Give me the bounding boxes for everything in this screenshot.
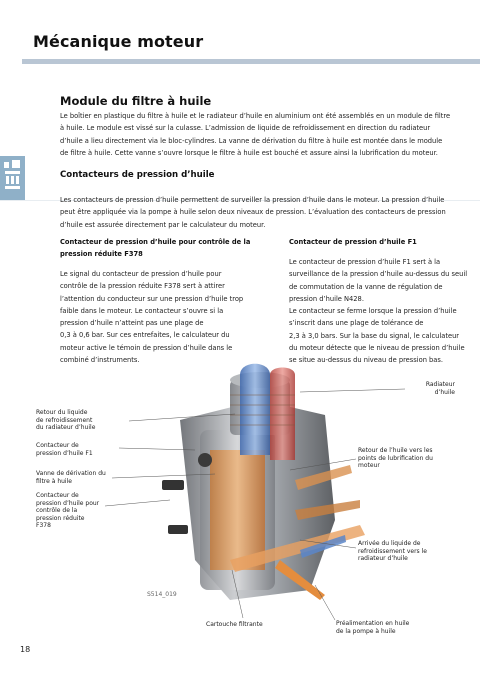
body-line: contrôle de la pression réduite F378 sert à attirer [60,282,225,291]
page-number: 18 [20,645,31,654]
body-line: 0,3 à 0,6 bar. Sur ces entrefaites, le calculateur du [60,331,230,340]
body-line: moteur active le témoin de pression d’huile dans le [60,343,233,352]
intro-line: à huile. Le module est vissé sur la culasse. L’admission de liquide de refroidissement en direction du radiateur [60,124,431,133]
label-line: Contacteur de [36,442,79,449]
right-column-heading: Contacteur de pression d’huile F1 [289,238,417,246]
label-line: Vanne de dérivation du [36,470,106,477]
body-line: Le contacteur de pression d’huile F1 sert à la [289,258,441,266]
heading-line: Contacteur de pression d’huile pour contrôle de la [60,238,251,246]
body-line: combiné d’instruments. [60,356,140,365]
body-line: de commutation de la vanne de régulation de [289,282,443,291]
body-line: pression d’huile N428. [289,294,364,303]
label-line: filtre à huile [36,477,72,485]
body-line: faible dans le moteur. Le contacteur s’ouvre si la [60,306,224,315]
label-retour-huile [358,447,468,470]
label-contacteur-f1 [36,442,136,457]
section-title: Module du filtre à huile [60,94,212,108]
intro-line: peut être appliquée via la pompe à huile selon deux niveaux de pression. L’évaluation des contacteurs de pression [60,208,446,217]
intro-line: d’huile a lieu directement via le bloc-cylindres. La vanne de dérivation du filtre à huile est montée dans le module [60,136,443,145]
body-line: l’attention du conducteur sur une pression d’huile trop [60,294,244,303]
label-arrivee [358,540,468,563]
label-line: F378 [36,522,51,530]
label-line: Radiateur [425,381,455,388]
intro-line: d’huile est assurée directement par le calculateur du moteur. [60,220,266,229]
intro-line: Le boîtier en plastique du filtre à huile et le radiateur d’huile en aluminium ont été assemblés en un module de filtre [60,112,451,120]
body-line: pression d’huile n’atteint pas une plage de [60,319,204,328]
label-line: contrôle de la [36,507,78,515]
body-line: se situe au-dessus du niveau de pression bas. [289,356,444,365]
label-line: refroidissement vers le [358,547,427,555]
label-line: pression d’huile pour [36,499,100,507]
label-retour-liquide [36,409,136,432]
label-line: Préalimentation en huile [336,620,410,627]
label-line: de la pompe à huile [336,627,396,635]
label-contacteur-f378 [36,492,136,530]
label-line: radiateur d’huile [358,555,408,563]
label-cartouche: Cartouche filtrante [206,621,263,628]
body-line: s’inscrit dans une plage de tolérance de [289,319,424,328]
label-line: pression d’huile F1 [36,449,93,457]
label-line: Retour de l’huile vers les [358,447,433,454]
body-line: du moteur détecte que le niveau de pression d’huile [289,344,465,353]
page-title: Mécanique moteur [33,32,204,51]
label-line: moteur [358,462,380,470]
intro-line: Les contacteurs de pression d’huile permettent de surveiller la pression d’huile dans le moteur. La pression d’huile [60,196,445,204]
body-line: surveillance de la pression d’huile au-dessus du seuil [289,270,468,279]
body-line: Le signal du contacteur de pression d’huile pour [60,270,222,278]
label-line: points de lubrification du [358,454,433,462]
subsection-title: Contacteurs de pression d’huile [60,170,215,180]
heading-line: pression réduite F378 [60,250,143,259]
label-vanne [36,470,136,485]
body-line: Le contacteur se ferme lorsque la pression d’huile [289,307,457,316]
label-line: de refroidissement [36,416,93,424]
label-line: Arrivée du liquide de [358,540,421,547]
figure-code: S514_019 [147,591,177,598]
intro-line: de filtre à huile. Cette vanne s’ouvre lorsque le filtre à huile est bouché et assure ainsi la lubrification du moteur. [60,148,438,157]
label-radiateur [370,381,455,396]
label-prealimentation [336,620,446,635]
body-line: 2,3 à 3,0 bars. Sur la base du signal, le calculateur [289,331,460,340]
label-line: Retour du liquide [36,409,88,416]
label-line: Contacteur de [36,492,79,499]
label-line: pression réduite [36,514,85,522]
label-line: du radiateur d’huile [36,424,96,432]
label-line: d’huile [434,388,455,396]
